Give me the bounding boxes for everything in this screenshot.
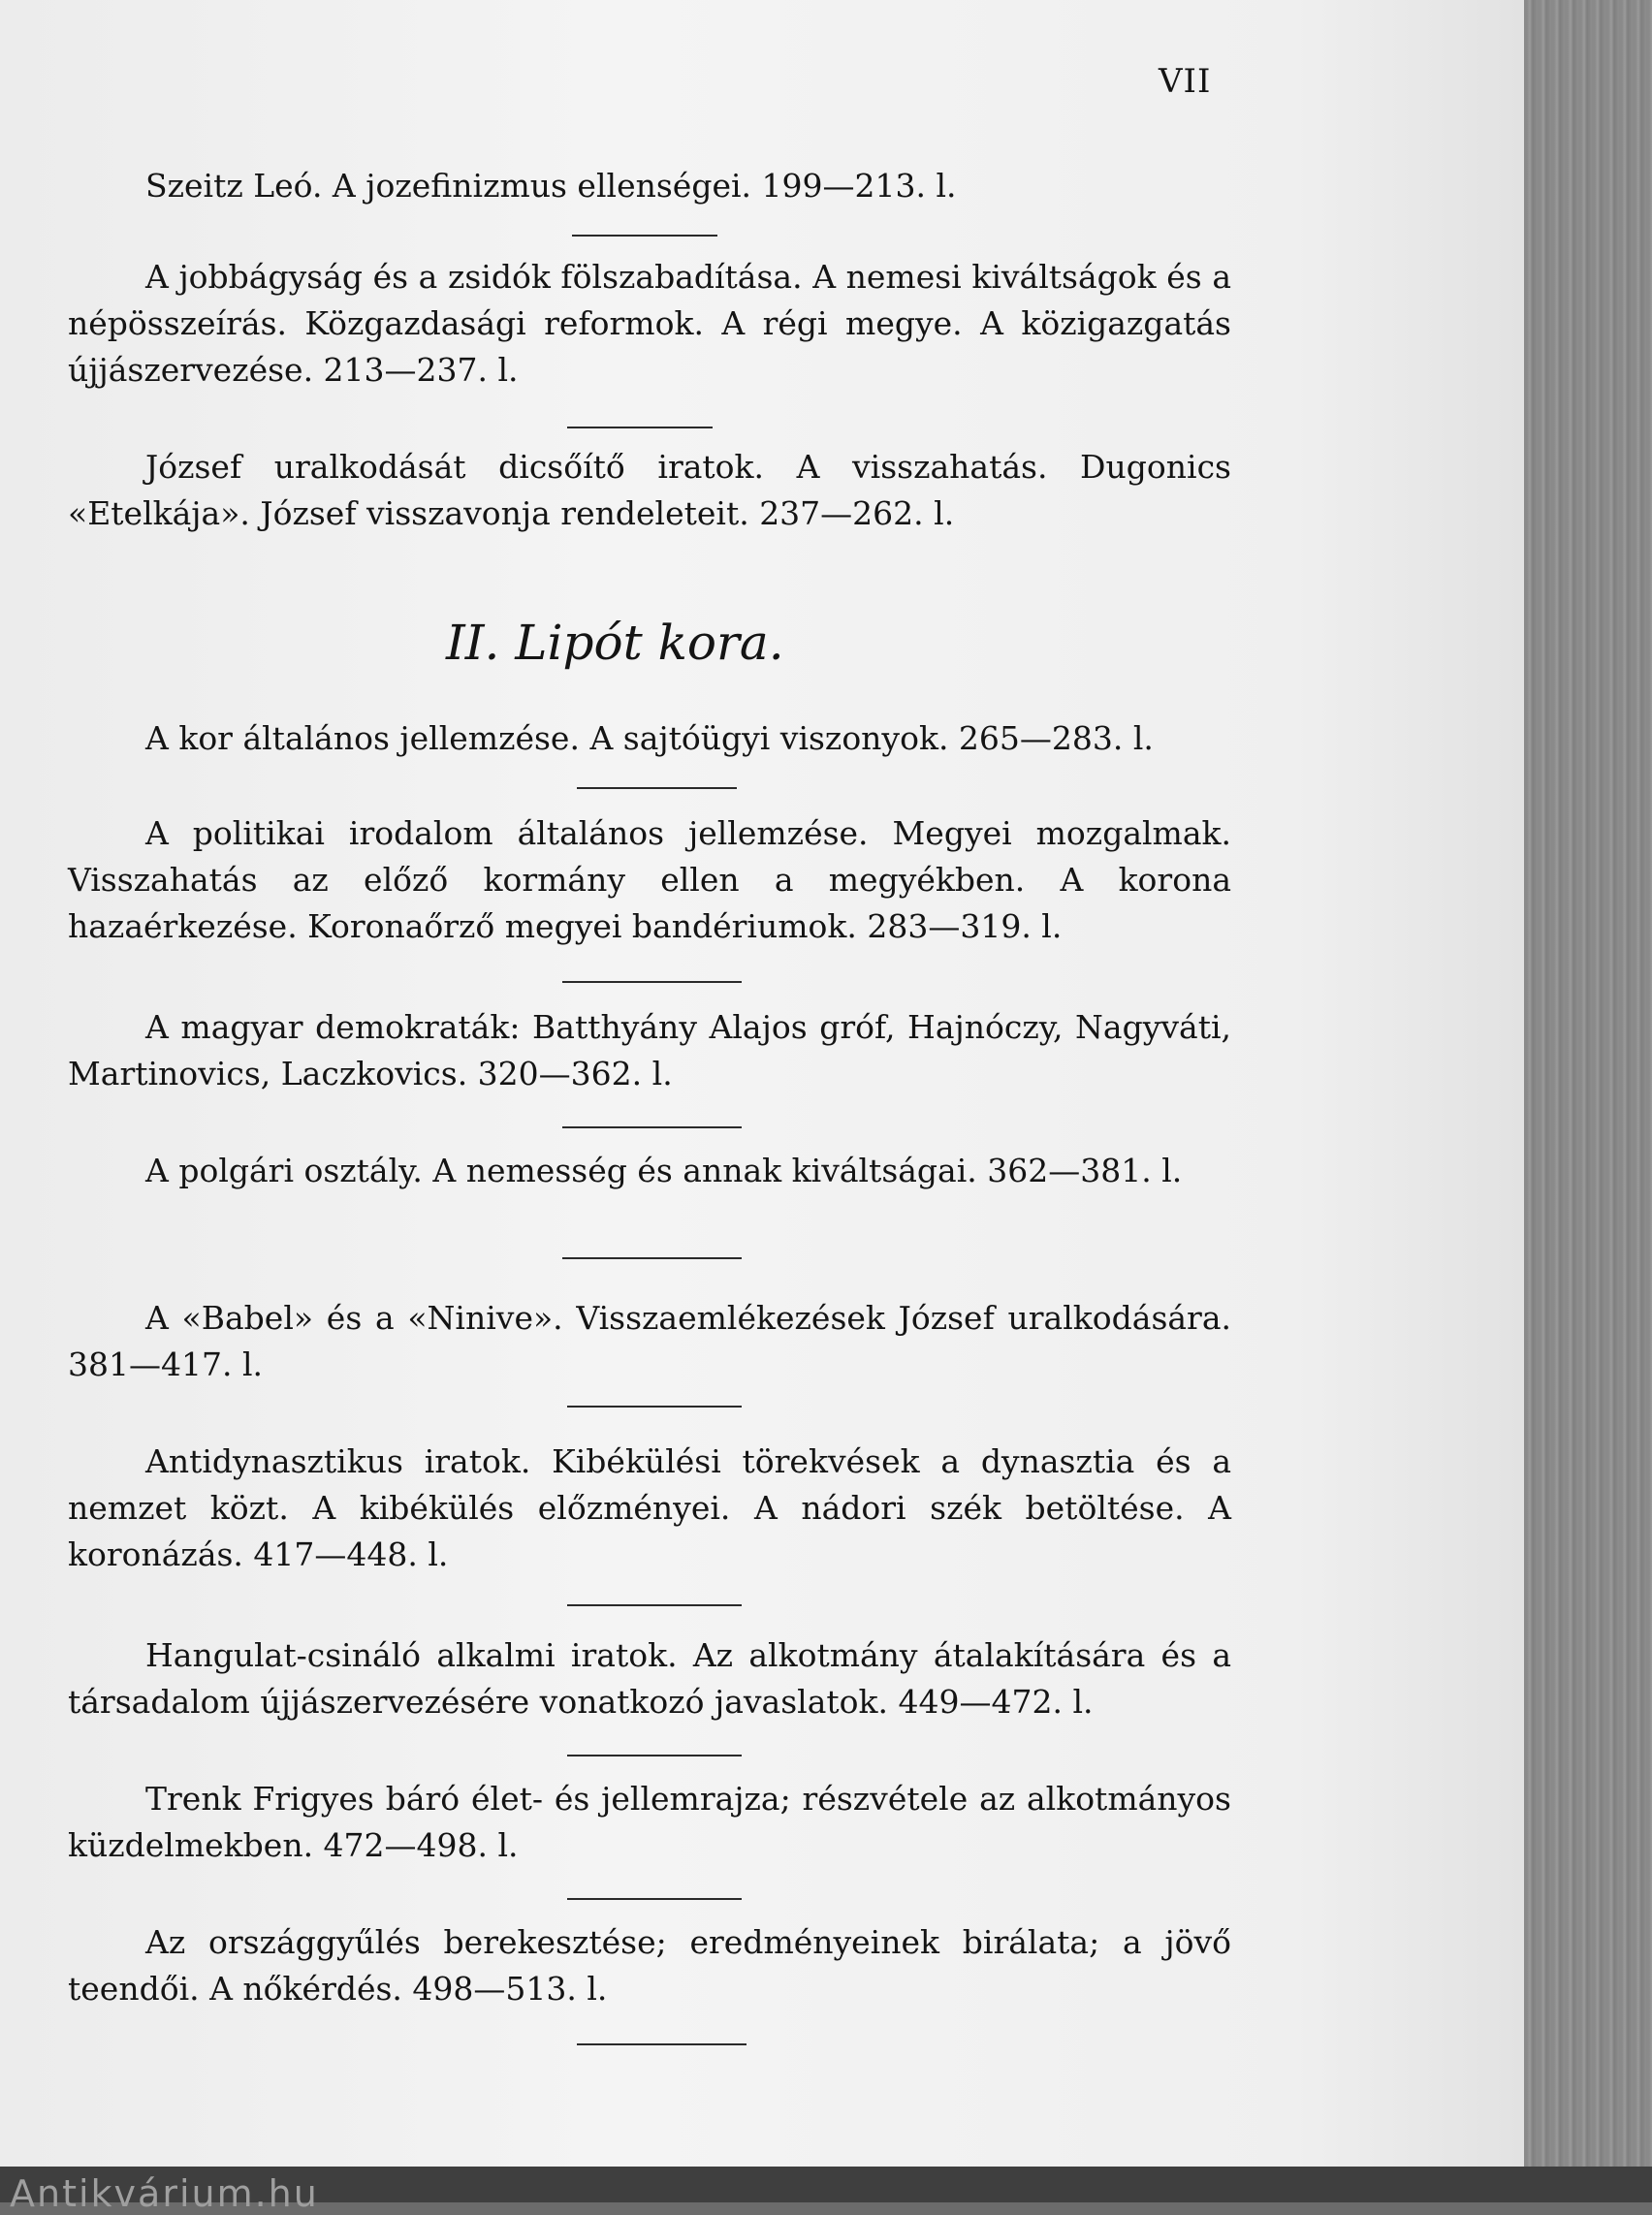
separator-rule [577, 787, 737, 789]
toc-entry-text: A «Babel» és a «Ninive». Visszaemlékezések József uralkodására. 381—417. l. [68, 1299, 1231, 1383]
toc-entry-text: Az országgyűlés berekesztése; eredményeinek birálata; a jövő teendői. A nőkérdés. 498—513. l. [68, 1923, 1231, 2008]
page-number: VII [1159, 62, 1212, 101]
toc-entry [68, 1776, 1231, 1869]
toc-entry [68, 1439, 1231, 1578]
section-heading: II. Lipót kora. [446, 615, 784, 671]
toc-entry-text: A jobbágyság és a zsidók fölszabadítása. A nemesi kiváltságok és a népösszeírás. Közgazdasági reformok. A régi megye. A közigazgatás újjászervezése. 213—237. l. [68, 258, 1231, 389]
toc-entry-text: A politikai irodalom általános jellemzése. Megyei mozgalmak. Visszahatás az előző kormány ellen a megyékben. A korona hazaérkezése. Koronaőrző megyei bandériumok. 283—319. l. [68, 814, 1231, 945]
toc-entry [68, 1919, 1231, 2012]
separator-rule [562, 981, 742, 983]
toc-entry [68, 254, 1231, 394]
separator-rule [567, 1604, 742, 1606]
separator-rule [567, 1898, 742, 1900]
toc-entry [68, 1295, 1231, 1388]
toc-entry [68, 1632, 1231, 1725]
toc-entry [68, 444, 1231, 537]
separator-rule [567, 1406, 742, 1408]
toc-entry [68, 1004, 1231, 1097]
toc-entry-text: A magyar demokraták: Batthyány Alajos gróf, Hajnóczy, Nagyváti, Martinovics, Laczkovics. 320—362. l. [68, 1008, 1231, 1092]
toc-entry-text: Szeitz Leó. A jozefinizmus ellenségei. 199—213. l. [145, 167, 957, 205]
toc-entry [68, 163, 1231, 209]
toc-entry-text: József uralkodását dicsőítő iratok. A visszahatás. Dugonics «Etelkája». József visszavonja rendeleteit. 237—262. l. [68, 448, 1231, 532]
watermark: Antikvárium.hu [10, 2172, 319, 2215]
toc-entry-text: Trenk Frigyes báró élet- és jellemrajza; részvétele az alkotmányos küzdelmekben. 472—498. l. [68, 1780, 1231, 1864]
scan-edge [1524, 0, 1652, 2202]
toc-entry-text: A polgári osztály. A nemesség és annak kiváltságai. 362—381. l. [145, 1152, 1183, 1189]
separator-rule [567, 427, 713, 428]
separator-rule [572, 235, 717, 237]
toc-entry [68, 1148, 1231, 1194]
toc-entry-text: Antidynasztikus iratok. Kibékülési törekvések a dynasztia és a nemzet közt. A kibékülés előzményei. A nádori szék betöltése. A koronázás. 417—448. l. [68, 1442, 1231, 1573]
toc-entry [68, 715, 1231, 762]
separator-rule [567, 1755, 742, 1756]
toc-entry [68, 810, 1231, 950]
separator-rule [577, 2043, 747, 2045]
toc-entry-text: Hangulat-csináló alkalmi iratok. Az alkotmány átalakítására és a társadalom újjászervezésére vonatkozó javaslatok. 449—472. l. [68, 1636, 1231, 1721]
toc-entry-text: A kor általános jellemzése. A sajtóügyi viszonyok. 265—283. l. [145, 719, 1154, 757]
separator-rule [562, 1257, 742, 1259]
separator-rule [562, 1126, 742, 1128]
